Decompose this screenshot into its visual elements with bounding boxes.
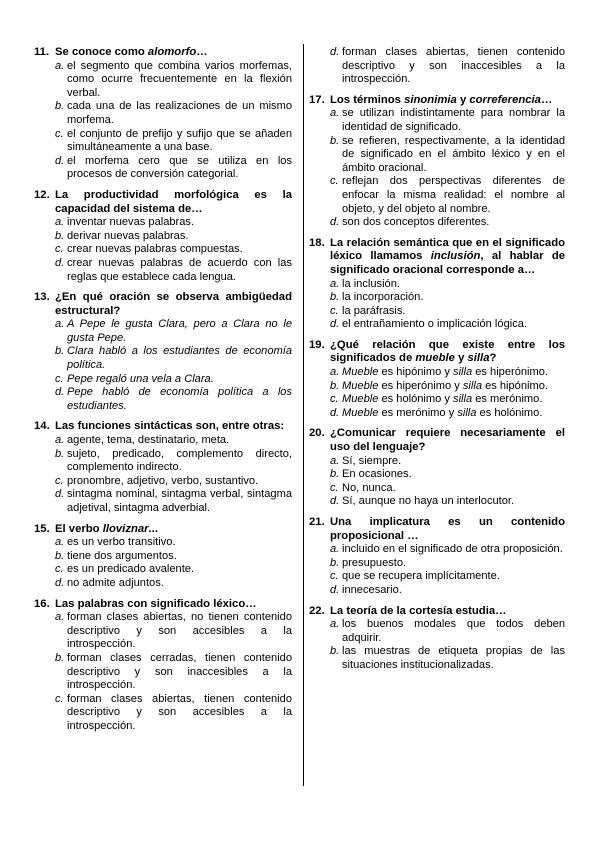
option-b: b. tiene dos argumentos. bbox=[55, 549, 177, 562]
option-b: b. se refieren, respectivamente, a la identidad de significado en el ámbito léxico y en el ámbito oracional. bbox=[330, 134, 565, 174]
question-19 bbox=[309, 339, 565, 421]
question-text: ¿En qué oración se observa ambigüedad estructural? bbox=[55, 291, 292, 317]
option-d: d. son dos conceptos diferentes. bbox=[330, 216, 490, 229]
question-11 bbox=[34, 46, 292, 182]
option-b: b. En ocasiones. bbox=[330, 468, 412, 481]
option-c: c. la paráfrasis. bbox=[330, 304, 406, 317]
question-21 bbox=[309, 516, 565, 598]
option-d: d. el morfema cero que se utiliza en los procesos de conversión categorial. bbox=[55, 154, 292, 181]
question-text: La relación semántica que en el significado léxico llamamos inclusión, al hablar de significado oracional corresponde a… bbox=[330, 236, 566, 276]
option-c: c. No, nunca. bbox=[330, 481, 396, 494]
option-b: b. Mueble es hiperónimo y silla es hipónimo. bbox=[330, 379, 548, 392]
option-b: b. cada una de las realizaciones de un mismo morfema. bbox=[55, 100, 292, 126]
question-number: 18. bbox=[309, 236, 325, 249]
question-text: ¿Comunicar requiere necesariamente el uso del lenguaje? bbox=[330, 427, 565, 454]
question-number: 17. bbox=[309, 93, 325, 106]
option-c: c. Mueble es holónimo y silla es merónimo. bbox=[330, 393, 543, 406]
option-b: b. la incorporación. bbox=[330, 291, 424, 304]
left-column bbox=[34, 46, 292, 741]
option-c: c. crear nuevas palabras compuestas. bbox=[55, 243, 243, 256]
question-16 bbox=[34, 598, 292, 734]
option-b: b. forman clases cerradas, tienen contenido descriptivo y son inaccesibles a la introspección. bbox=[55, 651, 292, 692]
question-text: Una implicatura es un contenido proposicional … bbox=[330, 516, 565, 542]
option-a: a. la inclusión. bbox=[330, 277, 400, 290]
question-text: El verbo lloviznar... bbox=[55, 522, 158, 535]
option-d: d. innecesario. bbox=[330, 583, 402, 596]
question-number: 14. bbox=[34, 420, 50, 433]
column-divider bbox=[303, 44, 304, 786]
option-b: b. sujeto, predicado, complemento directo, complemento indirecto. bbox=[55, 447, 292, 474]
option-d: d. no admite adjuntos. bbox=[55, 576, 164, 589]
option-c: c. forman clases abiertas, tienen contenido descriptivo y son accesibles a la introspección. bbox=[55, 692, 292, 732]
question-number: 19. bbox=[309, 338, 325, 351]
option-d: d. Mueble es merónimo y silla es holónimo. bbox=[330, 406, 543, 419]
question-text: Las funciones sintácticas son, entre otras: bbox=[55, 420, 285, 433]
question-text: La productividad morfológica es la capacidad del sistema de… bbox=[55, 188, 292, 215]
option-d: d. forman clases abiertas, tienen contenido descriptivo y son inaccesibles a la introspección. bbox=[330, 46, 565, 86]
option-d: d. el entrañamiento o implicación lógica. bbox=[330, 318, 527, 331]
question-number: 22. bbox=[309, 604, 325, 617]
option-b: b. las muestras de etiqueta propias de las situaciones institucionalizadas. bbox=[330, 645, 565, 671]
option-c: c. es un predicado avalente. bbox=[55, 563, 195, 576]
question-number: 21. bbox=[309, 516, 325, 528]
question-number: 15. bbox=[34, 522, 50, 535]
question-17 bbox=[309, 94, 565, 230]
option-a: a. se utilizan indistintamente para nombrar la identidad de significado. bbox=[330, 107, 565, 133]
question-number: 20. bbox=[309, 427, 325, 440]
option-d: d. Sí, aunque no haya un interlocutor. bbox=[330, 495, 515, 508]
option-a: a. forman clases abiertas, no tienen contenido descriptivo y son accesibles a la introspección. bbox=[55, 611, 292, 651]
option-a: a. inventar nuevas palabras. bbox=[55, 216, 195, 229]
right-column bbox=[309, 46, 565, 680]
question-text: Los términos sinonimia y correferencia… bbox=[330, 93, 553, 106]
question-18 bbox=[309, 237, 565, 332]
question-number: 13. bbox=[34, 291, 50, 304]
question-text: Se conoce como alomorfo… bbox=[55, 46, 208, 58]
option-a: a. A Pepe le gusta Clara, pero a Clara no le gusta Pepe. bbox=[55, 318, 292, 344]
option-a: a. los buenos modales que todos deben adquirir. bbox=[330, 618, 565, 644]
question-number: 16. bbox=[34, 597, 50, 610]
option-d: d. crear nuevas palabras de acuerdo con las reglas que establece cada lengua. bbox=[55, 256, 292, 283]
option-d: d. Pepe habló de economía política a los estudiantes. bbox=[55, 386, 292, 412]
option-a: a. incluido en el significado de otra proposición. bbox=[330, 543, 563, 556]
question-16-continued bbox=[309, 46, 565, 87]
option-d: d. sintagma nominal, sintagma verbal, sintagma adjetival, sintagma adverbial. bbox=[55, 488, 292, 514]
question-text: Las palabras con significado léxico… bbox=[55, 597, 257, 610]
option-a: a. es un verbo transitivo. bbox=[55, 536, 176, 549]
option-a: a. Sí, siempre. bbox=[330, 454, 402, 467]
question-text: ¿Qué relación que existe entre los significados de mueble y silla? bbox=[330, 338, 565, 365]
option-b: b. presupuesto. bbox=[330, 556, 407, 569]
option-a: a. el segmento que combina varios morfemas, como ocurre frecuentemente en la flexión verbal. bbox=[55, 59, 292, 99]
option-c: c. que se recupera implícitamente. bbox=[330, 570, 500, 583]
option-b: b. derivar nuevas palabras. bbox=[55, 229, 189, 242]
option-c: c. Pepe regaló una vela a Clara. bbox=[55, 372, 214, 385]
option-c: c. el conjunto de prefijo y sufijo que se añaden simultáneamente a una base. bbox=[55, 127, 292, 154]
question-13 bbox=[34, 291, 292, 413]
question-number: 12. bbox=[34, 188, 50, 201]
question-number: 11. bbox=[34, 46, 50, 58]
question-12 bbox=[34, 189, 292, 284]
option-a: a. Mueble es hipónimo y silla es hiperónimo. bbox=[330, 366, 548, 379]
question-14 bbox=[34, 420, 292, 515]
question-15 bbox=[34, 523, 292, 591]
question-20 bbox=[309, 427, 565, 509]
option-c: c. reflejan dos perspectivas diferentes de enfocar la misma realidad: el nombre al objeto, y del objeto al nombre. bbox=[330, 175, 565, 215]
question-text: La teoría de la cortesía estudia… bbox=[330, 604, 507, 617]
option-b: b. Clara habló a los estudiantes de economía política. bbox=[55, 345, 292, 372]
question-22 bbox=[309, 605, 565, 673]
option-c: c. pronombre, adjetivo, verbo, sustantivo. bbox=[55, 474, 259, 487]
option-a: a. agente, tema, destinatario, meta. bbox=[55, 434, 230, 447]
